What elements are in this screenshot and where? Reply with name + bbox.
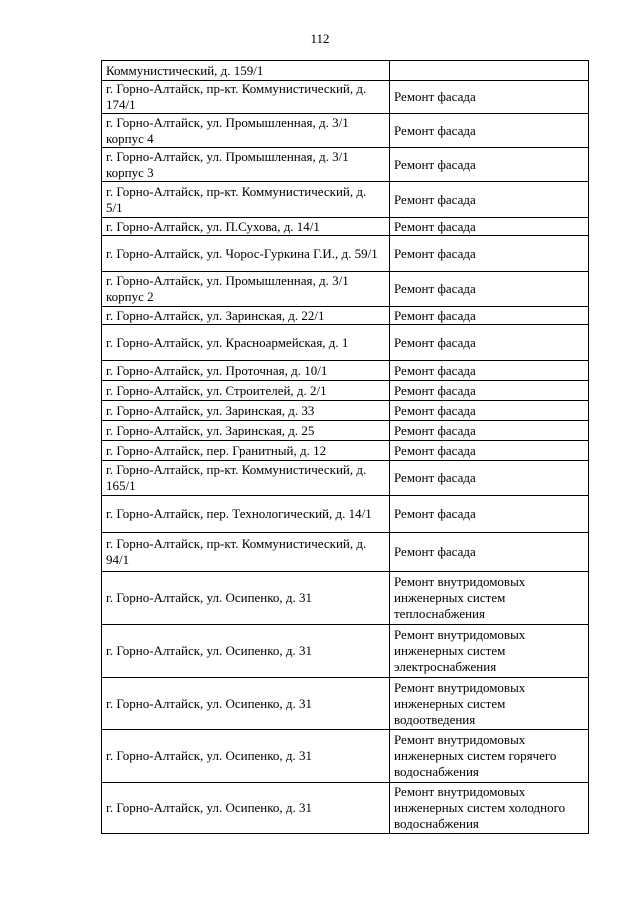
work-cell: Ремонт фасада [390, 361, 589, 381]
work-cell: Ремонт внутридомовых инженерных систем холодного водоснабжения [390, 783, 589, 834]
address-cell: г. Горно-Алтайск, ул. Заринская, д. 25 [102, 421, 390, 441]
table-row [102, 441, 589, 461]
work-cell: Ремонт внутридомовых инженерных систем теплоснабжения [390, 572, 589, 625]
address-cell: г. Горно-Алтайск, ул. Осипенко, д. 31 [102, 625, 390, 678]
address-cell: г. Горно-Алтайск, ул. Осипенко, д. 31 [102, 730, 390, 783]
table-row [102, 678, 589, 730]
page-number: 112 [310, 31, 330, 46]
work-cell: Ремонт фасада [390, 441, 589, 461]
work-cell: Ремонт фасада [390, 148, 589, 182]
table-row [102, 182, 589, 218]
repair-works-table [101, 60, 589, 834]
table-row [102, 114, 589, 148]
table-row [102, 783, 589, 834]
work-cell: Ремонт фасада [390, 236, 589, 272]
work-cell: Ремонт фасада [390, 533, 589, 572]
table-row [102, 236, 589, 272]
table-row [102, 272, 589, 307]
work-cell: Ремонт внутридомовых инженерных систем электроснабжения [390, 625, 589, 678]
table-row [102, 496, 589, 533]
work-cell: Ремонт фасада [390, 325, 589, 361]
table-row [102, 625, 589, 678]
address-cell: г. Горно-Алтайск, пр-кт. Коммунистический, д. 94/1 [102, 533, 390, 572]
work-cell: Ремонт фасада [390, 272, 589, 307]
work-cell: Ремонт фасада [390, 307, 589, 325]
table-row [102, 361, 589, 381]
address-cell: Коммунистический, д. 159/1 [102, 61, 390, 81]
table-row [102, 148, 589, 182]
address-cell: г. Горно-Алтайск, пр-кт. Коммунистический, д. 165/1 [102, 461, 390, 496]
address-cell: г. Горно-Алтайск, ул. Заринская, д. 33 [102, 401, 390, 421]
work-cell: Ремонт внутридомовых инженерных систем водоотведения [390, 678, 589, 730]
table-row [102, 730, 589, 783]
table-row [102, 381, 589, 401]
address-cell: г. Горно-Алтайск, ул. Проточная, д. 10/1 [102, 361, 390, 381]
address-cell: г. Горно-Алтайск, ул. Строителей, д. 2/1 [102, 381, 390, 401]
work-cell: Ремонт фасада [390, 381, 589, 401]
address-cell: г. Горно-Алтайск, ул. Промышленная, д. 3/1 корпус 2 [102, 272, 390, 307]
address-cell: г. Горно-Алтайск, ул. Чорос-Гуркина Г.И., д. 59/1 [102, 236, 390, 272]
work-cell: Ремонт фасада [390, 114, 589, 148]
table-row [102, 325, 589, 361]
table-row [102, 81, 589, 114]
address-cell: г. Горно-Алтайск, ул. Промышленная, д. 3/1 корпус 4 [102, 114, 390, 148]
address-cell: г. Горно-Алтайск, ул. Осипенко, д. 31 [102, 678, 390, 730]
table-row [102, 461, 589, 496]
address-cell: г. Горно-Алтайск, пер. Гранитный, д. 12 [102, 441, 390, 461]
work-cell: Ремонт фасада [390, 421, 589, 441]
work-cell: Ремонт фасада [390, 401, 589, 421]
table-row [102, 572, 589, 625]
work-cell: Ремонт фасада [390, 461, 589, 496]
work-cell: Ремонт фасада [390, 218, 589, 236]
table-row [102, 218, 589, 236]
table-row [102, 533, 589, 572]
address-cell: г. Горно-Алтайск, пр-кт. Коммунистический, д. 5/1 [102, 182, 390, 218]
work-cell: Ремонт фасада [390, 81, 589, 114]
work-cell: Ремонт фасада [390, 182, 589, 218]
table-row [102, 307, 589, 325]
table-row [102, 401, 589, 421]
address-cell: г. Горно-Алтайск, ул. Красноармейская, д. 1 [102, 325, 390, 361]
address-cell: г. Горно-Алтайск, пер. Технологический, д. 14/1 [102, 496, 390, 533]
address-cell: г. Горно-Алтайск, ул. Заринская, д. 22/1 [102, 307, 390, 325]
address-cell: г. Горно-Алтайск, ул. Промышленная, д. 3/1 корпус 3 [102, 148, 390, 182]
table-row [102, 421, 589, 441]
address-cell: г. Горно-Алтайск, ул. Осипенко, д. 31 [102, 783, 390, 834]
address-cell: г. Горно-Алтайск, ул. П.Сухова, д. 14/1 [102, 218, 390, 236]
table-row [102, 61, 589, 81]
work-cell [390, 61, 589, 81]
address-cell: г. Горно-Алтайск, пр-кт. Коммунистический, д. 174/1 [102, 81, 390, 114]
address-cell: г. Горно-Алтайск, ул. Осипенко, д. 31 [102, 572, 390, 625]
work-cell: Ремонт внутридомовых инженерных систем горячего водоснабжения [390, 730, 589, 783]
table-body [102, 61, 589, 834]
work-cell: Ремонт фасада [390, 496, 589, 533]
